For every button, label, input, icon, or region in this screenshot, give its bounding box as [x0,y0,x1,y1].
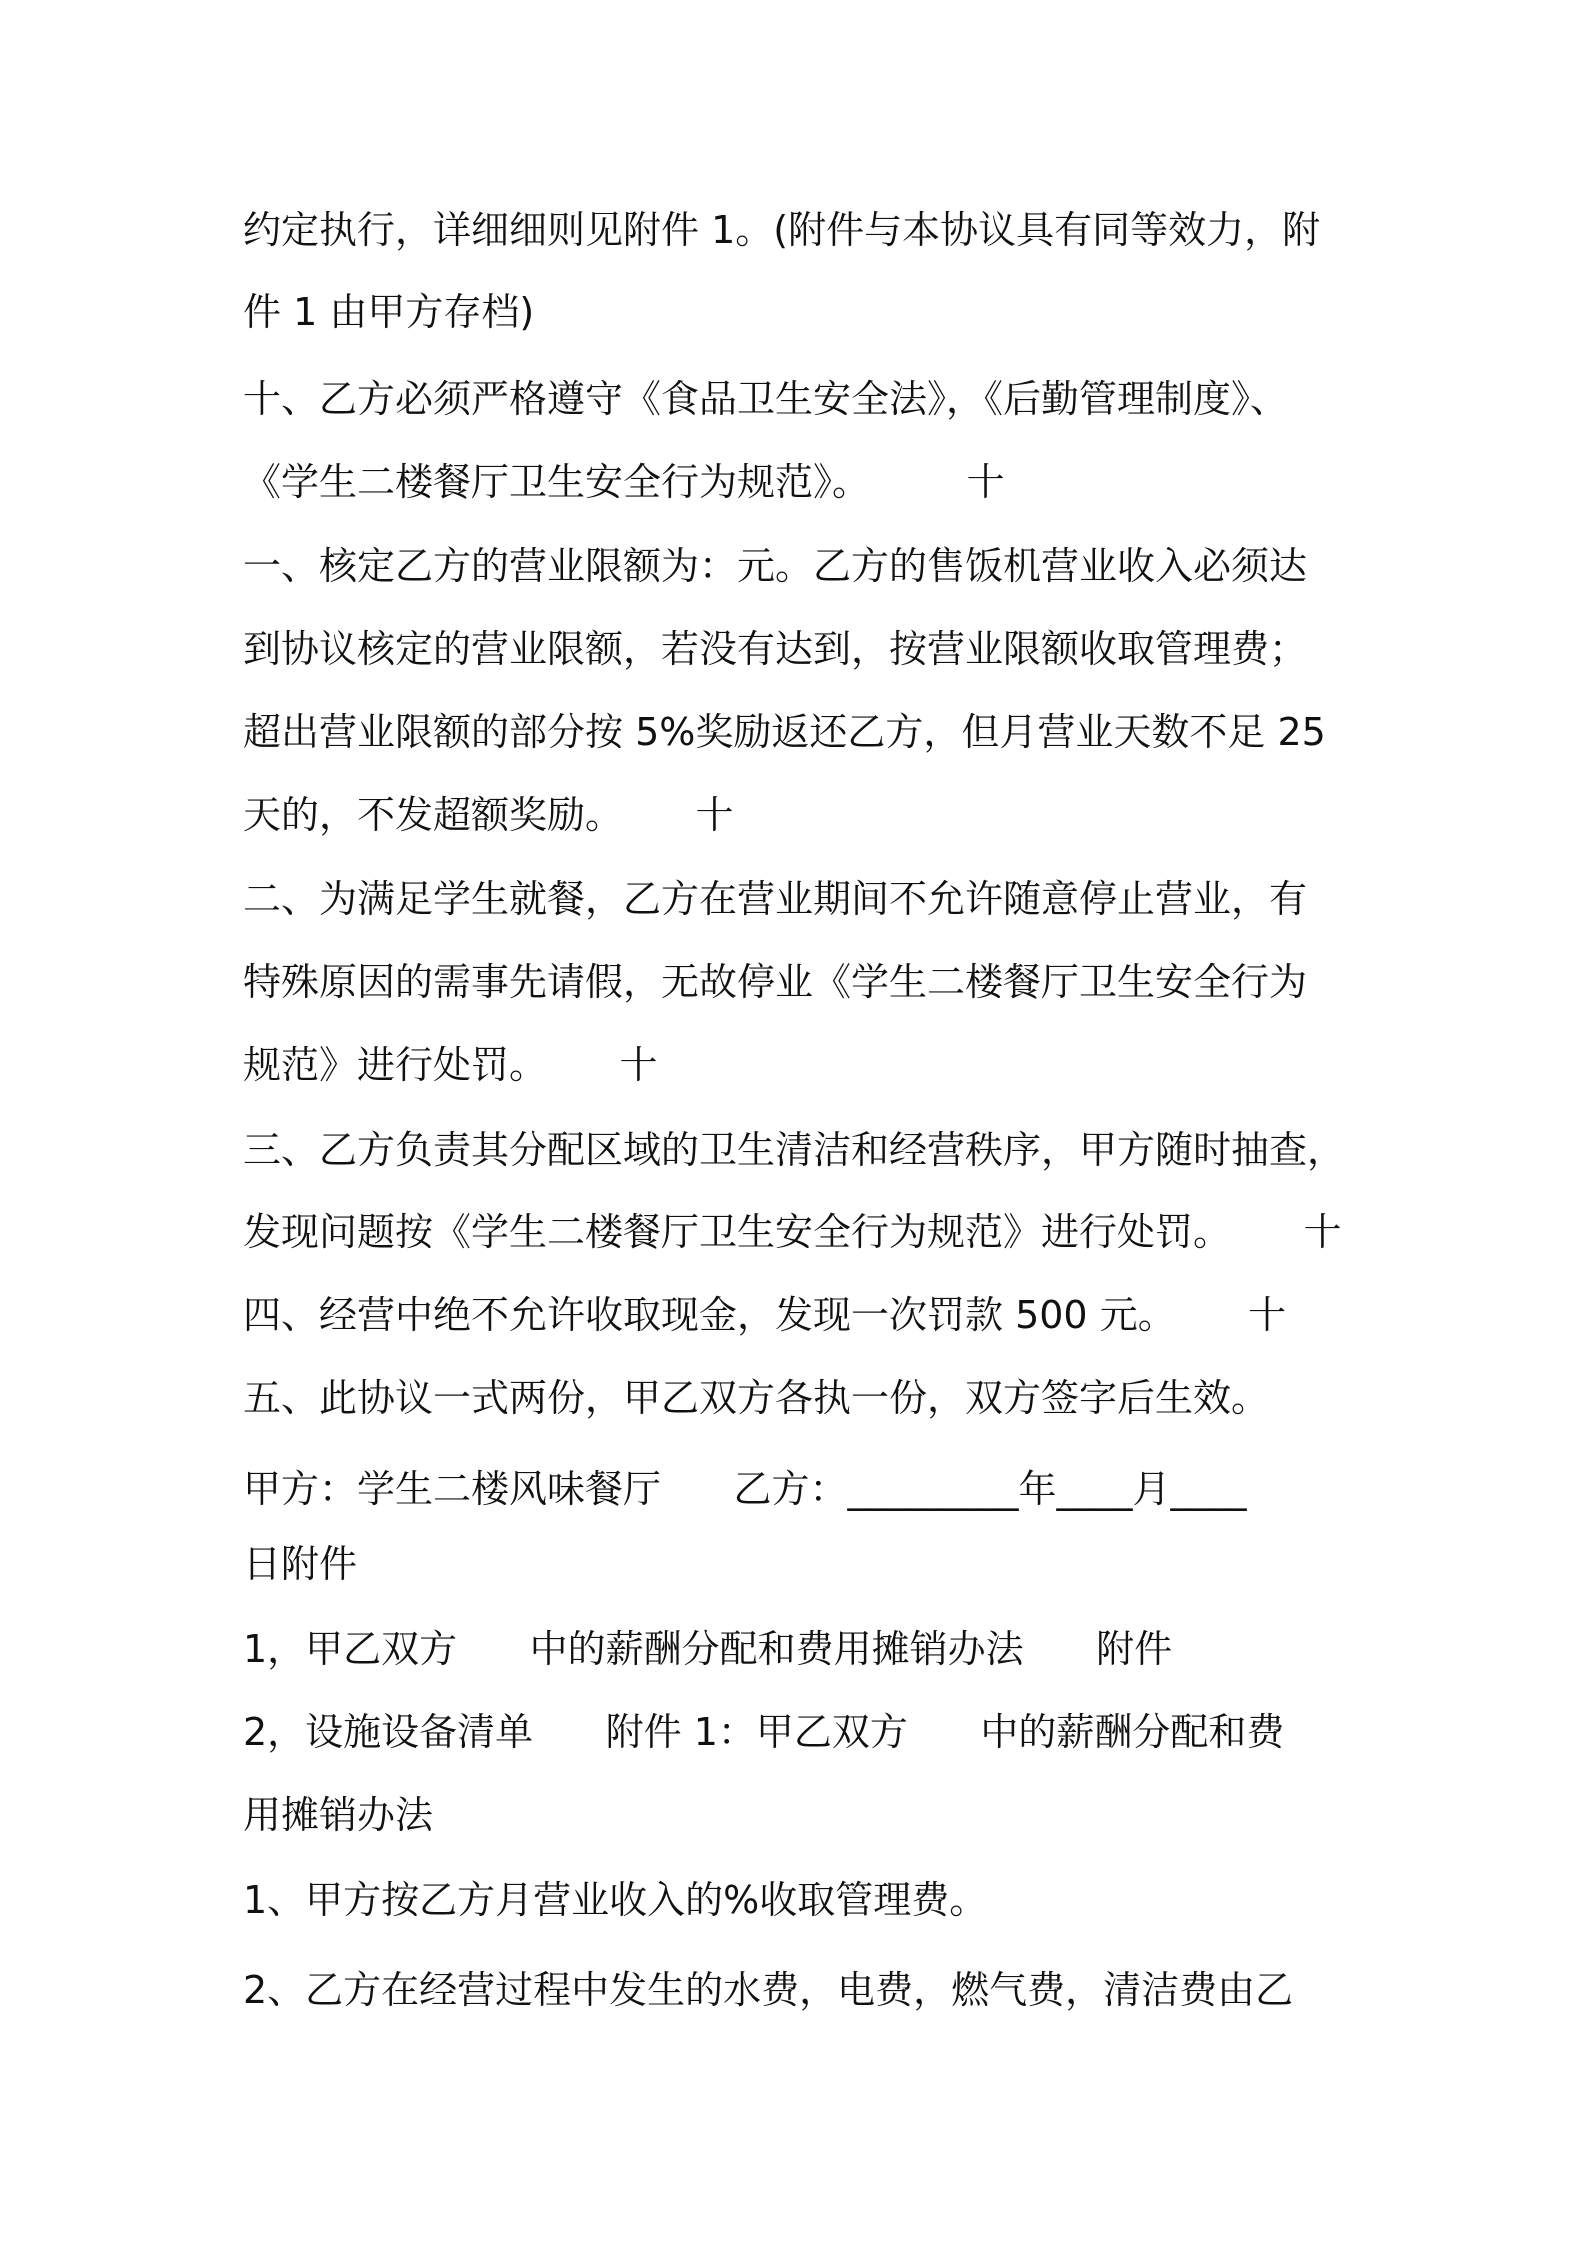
text-line: 一、核定乙方的营业限额为：元。乙方的售饭机营业收入必须达 [243,544,1308,588]
text-line: 1，甲乙双方 中的薪酬分配和费用摊销办法 附件 [243,1627,1173,1671]
text-line: 日附件 [243,1542,358,1586]
text-line: 2、乙方在经营过程中发生的水费，电费，燃气费，清洁费由乙 [243,1968,1294,2012]
text-line: 甲方：学生二楼风味餐厅 乙方：_________年____月____ [243,1467,1247,1511]
text-line: 二、为满足学生就餐，乙方在营业期间不允许随意停止营业，有 [243,877,1308,921]
text-line: 1、甲方按乙方月营业收入的%收取管理费。 [243,1878,988,1922]
text-line: 发现问题按《学生二楼餐厅卫生安全行为规范》进行处罚。 十 [243,1210,1342,1254]
text-line: 2，设施设备清单 附件 1：甲乙双方 中的薪酬分配和费 [243,1710,1285,1754]
text-line: 用摊销办法 [243,1793,434,1837]
text-line: 十、乙方必须严格遵守《食品卫生安全法》，《后勤管理制度》、 [243,377,1289,421]
text-line: 超出营业限额的部分按 5%奖励返还乙方，但月营业天数不足 25 [243,710,1326,754]
text-line: 天的，不发超额奖励。 十 [243,793,734,837]
text-line: 约定执行，详细细则见附件 1。(附件与本协议具有同等效力，附 [243,208,1321,252]
text-line: 四、经营中绝不允许收取现金，发现一次罚款 500 元。 十 [243,1293,1287,1337]
text-line: 特殊原因的需事先请假，无故停业《学生二楼餐厅卫生安全行为 [243,960,1308,1004]
text-line: 到协议核定的营业限额，若没有达到，按营业限额收取管理费； [243,627,1308,671]
text-line: 规范》进行处罚。 十 [243,1043,658,1087]
text-line: 三、乙方负责其分配区域的卫生清洁和经营秩序，甲方随时抽查， [243,1128,1346,1172]
text-line: 件 1 由甲方存档) [243,290,535,334]
text-line: 五、此协议一式两份，甲乙双方各执一份，双方签字后生效。 [243,1376,1270,1420]
text-line: 《学生二楼餐厅卫生安全行为规范》。 十 [243,460,1005,504]
